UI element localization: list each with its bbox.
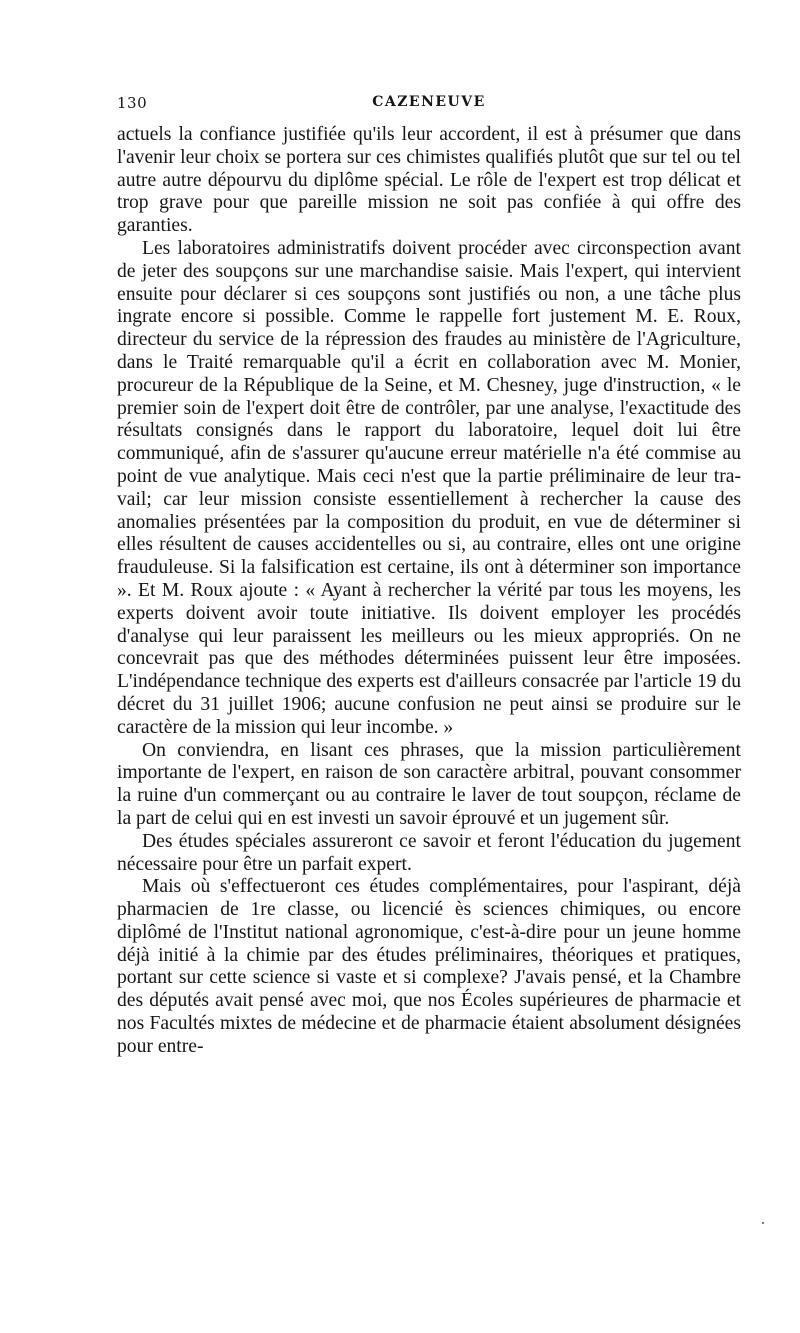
paragraph-2: Les laboratoires administratifs doivent procéder avec circonspection avant de jeter des soupçons sur une marchandise saisie. Mais l'expert, qui intervient ensuite pour déclarer si ces soupçons sont justifiés ou non, a une tâche plus ingrate encore si possible. Comme le rappelle fort justement M. E. Roux, directeur du service de la répression des fraudes au ministère de l'Agriculture, dans le Traité remarquable qu'il a écrit en collaboration avec M. Monier, procureur de la République de la Seine, et M. Chesney, juge d'instruction, « le premier soin de l'expert doit être de contrôler, par une analyse, l'exactitude des résultats consignés dans le rapport du laboratoire, lequel doit lui être communiqué, afin de s'assurer qu'aucune erreur matérielle n'a été commise au point de vue analytique. Mais ceci n'est que la partie préliminaire de leur travail; car leur mission consiste essentiellement à rechercher la cause des anomalies présentées par la composition du produit, en vue de déterminer si elles résultent de causes accidentelles ou si, au contraire, elles ont une origine frauduleuse. Si la falsification est certaine, ils ont à déterminer son importance ». Et M. Roux ajoute : « Ayant à rechercher la vérité par tous les moyens, les experts doivent avoir toute initiative. Ils doivent employer les procédés d'analyse qui leur paraissent les meilleurs ou les mieux appropriés. On ne concevrait pas que des méthodes déterminées puissent leur être imposées. L'indépendance technique des experts est d'ailleurs consacrée par l'article 19 du décret du 31 juillet 1906; aucune confusion ne peut ainsi se produire sur le caractère de la mission qui leur incombe. » [117,237,741,738]
paragraph-5: Mais où s'effectueront ces études complémentaires, pour l'aspirant, déjà pharmacien de 1re classe, ou licencié ès sciences chimiques, ou encore diplômé de l'Institut national agronomique, c'est-à-dire pour un jeune homme déjà initié à la chimie par des études préliminaires, théoriques et pratiques, portant sur cette science si vaste et si complexe? J'avais pensé, et la Chambre des députés avait pensé avec moi, que nos Écoles supérieures de pharmacie et nos Facultés mixtes de médecine et de pharmacie étaient absolument désignées pour entre- [117,876,741,1057]
page-number: 130 [117,94,148,112]
running-title: CAZENEUVE [372,94,486,110]
running-head [117,94,741,116]
paragraph-4: Des études spéciales assureront ce savoir et feront l'éducation du jugement nécessaire pour être un parfait expert. [117,830,741,875]
body-text [117,124,741,1059]
paragraph-3: On conviendra, en lisant ces phrases, que la mission particulièrement importante de l'expert, en raison de son caractère arbitral, pouvant consommer la ruine d'un commerçant ou au contraire le laver de tout soupçon, réclame de la part de celui qui en est investi un savoir éprouvé et un jugement sûr. [117,739,741,829]
paragraph-1: actuels la confiance justifiée qu'ils leur accordent, il est à présumer que dans l'avenir leur choix se portera sur ces chimistes qualifiés plutôt que sur tel ou tel autre autre dépourvu du diplôme spécial. Le rôle de l'expert est trop délicat et trop grave pour que pareille mission ne soit pas confiée à qui offre des garanties. [117,124,741,237]
print-speck [762,1222,764,1224]
